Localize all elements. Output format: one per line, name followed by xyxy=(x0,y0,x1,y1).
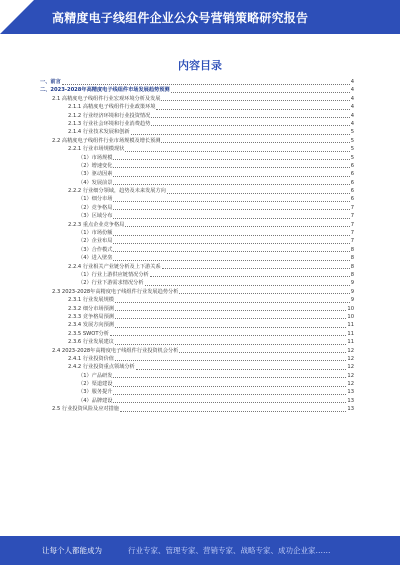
toc-page-number: 8 xyxy=(350,246,354,253)
header-corner-wedge xyxy=(0,0,34,34)
toc-dot-leader xyxy=(113,243,350,244)
toc-entry-title: 2.2.4 行业相关产业链分析及上下游关系 xyxy=(68,263,161,270)
header-bar xyxy=(0,0,400,34)
toc-dot-leader xyxy=(113,377,346,378)
toc-entry[interactable] xyxy=(40,330,354,338)
toc-entry-title: （2）增速变化 xyxy=(78,162,113,169)
toc-entry[interactable] xyxy=(40,187,354,195)
toc-dot-leader xyxy=(179,352,346,353)
toc-page-number: 10 xyxy=(347,305,354,312)
toc-entry[interactable] xyxy=(40,112,354,120)
toc-dot-leader xyxy=(113,260,350,261)
toc-page-number: 9 xyxy=(350,297,354,304)
toc-page-number: 13 xyxy=(347,389,354,396)
toc-entry-title: 2.4 2023-2028年高精度电子线组件行业投资机会分析 xyxy=(52,347,179,354)
toc-entry[interactable] xyxy=(40,380,354,388)
page-title: 内容目录 xyxy=(178,59,222,72)
toc-entry[interactable] xyxy=(40,338,354,346)
toc-page-number: 12 xyxy=(347,355,354,362)
toc-entry-title: 2.3 2023-2028年高精度电子线组件行业发展趋势分析 xyxy=(52,288,179,295)
toc-page-number: 6 xyxy=(350,188,354,195)
toc-dot-leader xyxy=(115,344,346,345)
toc-page-number: 11 xyxy=(347,339,354,346)
toc-entry[interactable] xyxy=(40,212,354,220)
footer-slogan: 让每个人都能成为 xyxy=(42,546,102,555)
toc-entry-title: 2.1 高精度电子线组件行业宏观环境分析及发展 xyxy=(52,95,161,102)
toc-entry[interactable] xyxy=(40,221,354,229)
toc-entry[interactable] xyxy=(40,195,354,203)
toc-page-number: 6 xyxy=(350,162,354,169)
toc-entry[interactable] xyxy=(40,95,354,103)
toc-page-number: 4 xyxy=(350,87,354,94)
toc-dot-leader xyxy=(115,327,346,328)
toc-dot-leader xyxy=(113,251,350,252)
toc-entry-title: 2.2.1 行业市场规模现状 xyxy=(68,146,125,153)
toc-page-number: 11 xyxy=(347,322,354,329)
toc-entry-title: 2.2 高精度电子线组件行业市场规模及增长预测 xyxy=(52,137,161,144)
toc-entry[interactable] xyxy=(40,296,354,304)
toc-entry-title: （1）细分市场 xyxy=(78,196,113,203)
toc-entry[interactable] xyxy=(40,263,354,271)
toc-entry[interactable] xyxy=(40,229,354,237)
toc-dot-leader xyxy=(113,394,346,395)
toc-entry-title: 2.1.3 行业社会环境和行业消费趋势 xyxy=(68,120,151,127)
toc-page-number: 4 xyxy=(350,120,354,127)
toc-entry-title: （4）品牌建设 xyxy=(78,397,113,404)
toc-page-number: 6 xyxy=(350,196,354,203)
toc-page-number: 13 xyxy=(347,397,354,404)
toc-entry[interactable] xyxy=(40,204,354,212)
toc-entry[interactable] xyxy=(40,355,354,363)
toc-page-number: 12 xyxy=(347,372,354,379)
toc-dot-leader xyxy=(115,302,350,303)
toc-entry-title: 2.3.3 竞争格局预测 xyxy=(68,313,114,320)
toc-entry[interactable] xyxy=(40,162,354,170)
toc-entry[interactable] xyxy=(40,137,354,145)
toc-page-number: 8 xyxy=(350,271,354,278)
toc-dot-leader xyxy=(151,117,350,118)
toc-dot-leader xyxy=(113,386,346,387)
toc-entry-title: （1）市场规模 xyxy=(78,154,113,161)
toc-dot-leader xyxy=(113,209,350,210)
toc-dot-leader xyxy=(110,335,346,336)
toc-page-number: 7 xyxy=(350,230,354,237)
toc-entry[interactable] xyxy=(40,145,354,153)
table-of-contents xyxy=(40,78,354,414)
toc-page-number: 5 xyxy=(350,146,354,153)
toc-page-number: 10 xyxy=(347,313,354,320)
toc-entry-title: 2.1.2 行业经济环境和行业投资情况 xyxy=(68,112,151,119)
toc-dot-leader xyxy=(113,402,346,403)
toc-entry[interactable] xyxy=(40,363,354,371)
toc-entry-title: 一、前言 xyxy=(40,79,61,85)
footer-bar xyxy=(0,536,400,565)
toc-entry-title: 2.1.1 高精度电子线组件行业政策环境 xyxy=(68,104,156,111)
toc-entry[interactable] xyxy=(40,372,354,380)
toc-entry-title: （2）行业下游需求情况分析 xyxy=(78,280,144,287)
toc-dot-leader xyxy=(161,142,350,143)
toc-entry-title: 2.4.2 行业投资重点领域分析 xyxy=(68,364,135,371)
toc-dot-leader xyxy=(62,84,350,85)
toc-dot-leader xyxy=(131,134,350,135)
toc-entry-title: （4）发展前景 xyxy=(78,179,113,186)
toc-entry[interactable] xyxy=(40,246,354,254)
toc-page-number: 12 xyxy=(347,381,354,388)
toc-page-number: 9 xyxy=(350,288,354,295)
footer-roles: 行业专家、管理专家、营销专家、战略专家、成功企业家…… xyxy=(128,546,331,555)
toc-entry-title: （1）行业上游供应链情况分析 xyxy=(78,271,149,278)
toc-dot-leader xyxy=(136,369,346,370)
toc-dot-leader xyxy=(113,159,350,160)
toc-dot-leader xyxy=(171,92,350,93)
toc-entry-title: （2）企业布局 xyxy=(78,238,113,245)
toc-dot-leader xyxy=(113,201,350,202)
toc-dot-leader xyxy=(125,226,350,227)
toc-entry-title: 二、2023-2028年高精度电子线组件市场发展趋势预测 xyxy=(40,87,170,94)
toc-entry[interactable] xyxy=(40,321,354,329)
toc-dot-leader xyxy=(115,318,346,319)
toc-entry-title: 2.2.3 重点企业竞争格局 xyxy=(68,221,125,228)
toc-entry-title: 2.1.4 行业技术发展和创新 xyxy=(68,129,130,136)
toc-entry[interactable] xyxy=(40,128,354,136)
toc-dot-leader xyxy=(151,125,350,126)
toc-dot-leader xyxy=(167,193,350,194)
toc-page-number: 7 xyxy=(350,204,354,211)
toc-dot-leader xyxy=(162,268,350,269)
toc-page-number: 6 xyxy=(350,171,354,178)
toc-entry-title: （1）市场份额 xyxy=(78,230,113,237)
toc-dot-leader xyxy=(156,109,350,110)
toc-dot-leader xyxy=(113,218,350,219)
toc-entry[interactable] xyxy=(40,254,354,262)
toc-entry[interactable] xyxy=(40,405,354,413)
toc-entry-title: （1）产品研发 xyxy=(78,372,113,379)
toc-entry[interactable] xyxy=(40,179,354,187)
toc-entry-title: 2.3.2 细分市场预测 xyxy=(68,305,114,312)
toc-dot-leader xyxy=(113,176,350,177)
toc-entry-title: （3）驱动因素 xyxy=(78,171,113,178)
report-title: 高精度电子线组件企业公众号营销策略研究报告 xyxy=(52,11,309,25)
toc-page-number: 5 xyxy=(350,154,354,161)
toc-page-number: 4 xyxy=(350,79,354,85)
toc-entry[interactable] xyxy=(40,237,354,245)
toc-entry-title: （2）渠道建设 xyxy=(78,381,113,388)
toc-page-number: 5 xyxy=(350,129,354,136)
toc-entry[interactable] xyxy=(40,78,354,86)
toc-entry[interactable] xyxy=(40,170,354,178)
toc-entry-title: （3）服务提升 xyxy=(78,389,113,396)
toc-dot-leader xyxy=(145,285,350,286)
toc-page-number: 8 xyxy=(350,263,354,270)
toc-entry[interactable] xyxy=(40,288,354,296)
toc-entry[interactable] xyxy=(40,347,354,355)
toc-entry[interactable] xyxy=(40,305,354,313)
toc-page-number: 9 xyxy=(350,280,354,287)
toc-page-number: 11 xyxy=(347,330,354,337)
toc-page-number: 8 xyxy=(350,255,354,262)
toc-entry-title: （4）进入壁垒 xyxy=(78,255,113,262)
toc-entry[interactable] xyxy=(40,279,354,287)
toc-entry-title: 2.4.1 行业投资价值 xyxy=(68,355,114,362)
toc-entry[interactable] xyxy=(40,120,354,128)
toc-page-number: 13 xyxy=(347,406,354,413)
toc-entry-title: 2.3.4 发展方向预测 xyxy=(68,322,114,329)
toc-entry-title: （2）竞争格局 xyxy=(78,204,113,211)
toc-page-number: 12 xyxy=(347,347,354,354)
toc-dot-leader xyxy=(115,310,346,311)
toc-dot-leader xyxy=(179,293,350,294)
toc-entry[interactable] xyxy=(40,271,354,279)
toc-dot-leader xyxy=(113,184,350,185)
toc-entry-title: 2.3.5 SWOT分析 xyxy=(68,330,109,337)
toc-dot-leader xyxy=(150,276,350,277)
toc-page-number: 7 xyxy=(350,238,354,245)
toc-dot-leader xyxy=(113,167,350,168)
toc-entry-title: 2.3.1 行业发展规模 xyxy=(68,297,114,304)
toc-page-number: 7 xyxy=(350,213,354,220)
toc-dot-leader xyxy=(115,360,346,361)
toc-page-number: 5 xyxy=(350,137,354,144)
toc-page-number: 4 xyxy=(350,104,354,111)
toc-entry-title: 2.2.2 行业细分领域，趋势及未来发展方向 xyxy=(68,188,166,195)
toc-entry-title: 2.5 行业投资风险及应对措施 xyxy=(52,406,119,413)
toc-entry-title: （3）区域分布 xyxy=(78,213,113,220)
toc-dot-leader xyxy=(113,235,350,236)
toc-entry[interactable] xyxy=(40,388,354,396)
toc-page-number: 4 xyxy=(350,112,354,119)
toc-dot-leader xyxy=(125,151,350,152)
toc-entry[interactable] xyxy=(40,397,354,405)
toc-page-number: 4 xyxy=(350,95,354,102)
toc-dot-leader xyxy=(161,100,350,101)
toc-entry[interactable] xyxy=(40,313,354,321)
toc-entry[interactable] xyxy=(40,86,354,94)
toc-entry[interactable] xyxy=(40,103,354,111)
toc-page-number: 6 xyxy=(350,179,354,186)
toc-entry[interactable] xyxy=(40,154,354,162)
toc-entry-title: 2.3.6 行业发展建议 xyxy=(68,339,114,346)
toc-dot-leader xyxy=(120,411,346,412)
toc-page-number: 12 xyxy=(347,364,354,371)
toc-entry-title: （3）合作模式 xyxy=(78,246,113,253)
toc-page-number: 7 xyxy=(350,221,354,228)
